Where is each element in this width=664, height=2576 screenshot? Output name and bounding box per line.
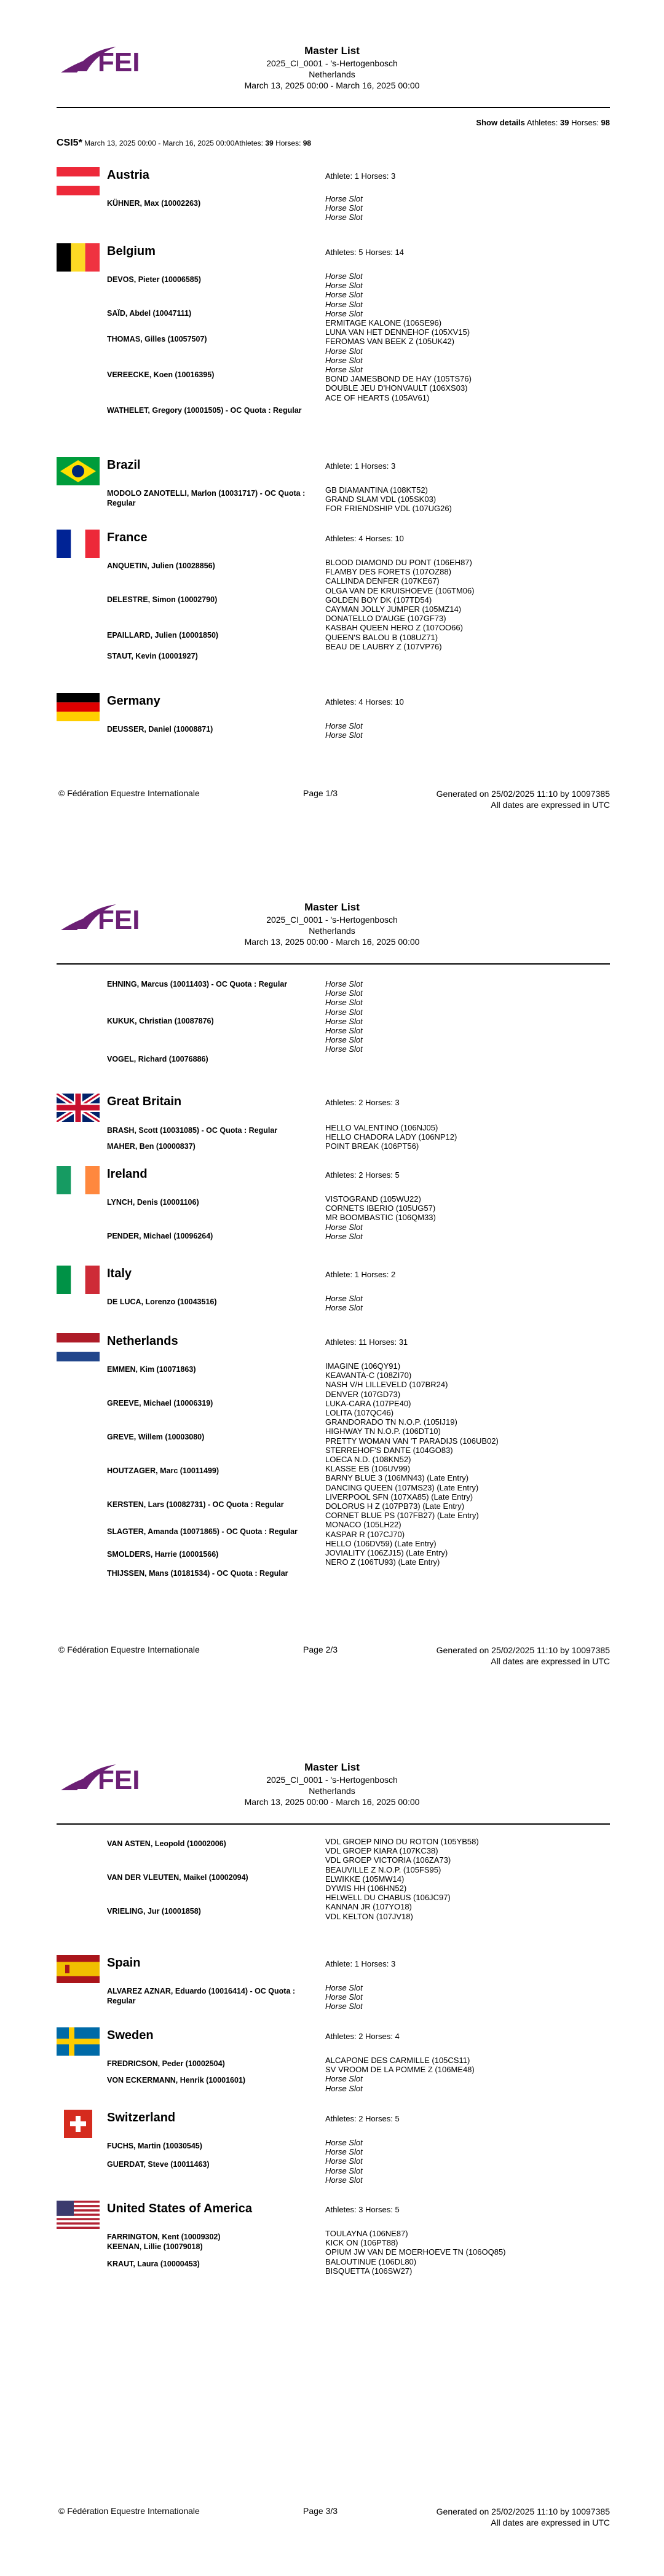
- horse-name: POINT BREAK (106PT56): [325, 1141, 419, 1151]
- event-country: Netherlands: [309, 69, 355, 79]
- athlete-name: EPAILLARD, Julien (10001850): [107, 631, 219, 640]
- athlete-name: KÜHNER, Max (10002263): [107, 199, 201, 208]
- usa-flag-icon: [57, 2201, 100, 2229]
- nation-counts: Athlete: 1 Horses: 2: [325, 1270, 396, 1279]
- horse-name: DOLORUS H Z (107PB73) (Late Entry): [325, 1501, 465, 1511]
- event-level-dates: March 13, 2025 00:00 - March 16, 2025 00:00: [84, 139, 235, 147]
- horse-name: IMAGINE (106QY91): [325, 1361, 401, 1371]
- horse-slot: Horse Slot: [325, 213, 363, 222]
- nation-belgium: [57, 243, 610, 264]
- athlete-name: ANQUETIN, Julien (10028856): [107, 562, 215, 570]
- horse-name: QUEEN'S BALOU B (108UZ71): [325, 632, 438, 642]
- switzerland-flag-icon: [57, 2110, 100, 2138]
- nation-netherlands: [57, 1333, 610, 1354]
- horse-slot: Horse Slot: [325, 2138, 363, 2147]
- nation-name: Ireland: [107, 1167, 148, 1181]
- utc-note: All dates are expressed in UTC: [491, 1656, 610, 1666]
- athlete-name: PENDER, Michael (10096264): [107, 1232, 213, 1240]
- nation-brazil: [57, 457, 610, 478]
- horse-slot: Horse Slot: [325, 2002, 363, 2011]
- horse-name: OLGA VAN DE KRUISHOEVE (106TM06): [325, 585, 475, 595]
- horse-name: KLASSE EB (106UV99): [325, 1464, 411, 1474]
- page-title: Master List: [304, 45, 360, 57]
- nation-name: Sweden: [107, 2029, 154, 2042]
- athlete-name: ALVAREZ AZNAR, Eduardo (10016414) - OC Quota : Regular: [107, 1987, 296, 2005]
- horse-slot: Horse Slot: [325, 1016, 363, 1026]
- horse-name: KEAVANTA-C (108ZI70): [325, 1371, 412, 1380]
- horse-list: [325, 558, 475, 651]
- nation-name: Brazil: [107, 458, 141, 472]
- austria-flag-icon: [57, 167, 100, 195]
- athlete-name: THOMAS, Gilles (10057507): [107, 335, 207, 343]
- nation-counts: Athletes: 2 Horses: 5: [325, 1170, 400, 1180]
- horse-list: [325, 979, 363, 1054]
- nation-switzerland: [57, 2110, 610, 2131]
- great-britain-flag-icon: [57, 1094, 100, 1122]
- france-flag-icon: [57, 530, 100, 558]
- athlete-name: BRASH, Scott (10031085) - OC Quota : Regular: [107, 1126, 278, 1135]
- athlete-name: FARRINGTON, Kent (10009302): [107, 2233, 221, 2241]
- athlete-name: HOUTZAGER, Marc (10011499): [107, 1466, 219, 1475]
- athlete-name: EMMEN, Kim (10071863): [107, 1365, 196, 1374]
- nation-name: United States of America: [107, 2202, 252, 2215]
- athlete-name: VEREECKE, Koen (10016395): [107, 370, 215, 379]
- horse-slot: Horse Slot: [325, 1044, 363, 1054]
- horse-slot: Horse Slot: [325, 1992, 363, 2002]
- athletes-total: 39: [560, 118, 569, 127]
- horse-name: KICK ON (106PT88): [325, 2238, 398, 2248]
- nation-counts: Athletes: 2 Horses: 4: [325, 2032, 400, 2041]
- horse-slot: Horse Slot: [325, 2083, 363, 2093]
- horse-name: GOLDEN BOY DK (107TD54): [325, 595, 432, 605]
- brazil-flag-icon: [57, 457, 100, 485]
- horse-slot: Horse Slot: [325, 1035, 363, 1045]
- nation-name: Netherlands: [107, 1334, 178, 1348]
- svg-text:FEI: FEI: [98, 905, 140, 934]
- athlete-name: GREEVE, Michael (10006319): [107, 1399, 213, 1407]
- horse-name: PRETTY WOMAN VAN 'T PARADIJS (106UB02): [325, 1436, 499, 1446]
- horse-name: HELLO CHADORA LADY (106NP12): [325, 1132, 457, 1142]
- netherlands-flag-icon: [57, 1333, 100, 1361]
- horse-name: BOND JAMESBOND DE HAY (105TS76): [325, 374, 472, 384]
- event-code: 2025_CI_0001 - 's-Hertogenbosch: [266, 915, 398, 925]
- horse-name: CORNET BLUE PS (107FB27) (Late Entry): [325, 1511, 479, 1521]
- athlete-name: VON ECKERMANN, Henrik (10001601): [107, 2076, 246, 2085]
- horse-name: OPIUM JW VAN DE MOERHOEVE TN (106OQ85): [325, 2247, 506, 2257]
- athlete-name: DE LUCA, Lorenzo (10043516): [107, 1298, 217, 1306]
- event-athletes: 39: [265, 139, 274, 147]
- horse-name: BALOUTINUE (106DL80): [325, 2257, 417, 2266]
- horse-name: ALCAPONE DES CARMILLE (105CS11): [325, 2056, 470, 2065]
- horse-slot: Horse Slot: [325, 308, 363, 318]
- horse-slot: Horse Slot: [325, 355, 363, 365]
- horse-name: MR BOOMBASTIC (106QM33): [325, 1213, 436, 1223]
- nation-counts: Athletes: 11 Horses: 31: [325, 1337, 408, 1347]
- athlete-name: KEENAN, Lillie (10079018): [107, 2242, 203, 2251]
- copyright: © Fédération Equestre Internationale: [58, 1645, 200, 1654]
- horse-name: SV VROOM DE LA POMME Z (106ME48): [325, 2065, 475, 2075]
- horse-name: VDL GROEP VICTORIA (106ZA73): [325, 1855, 451, 1865]
- svg-text:FEI: FEI: [98, 47, 140, 76]
- belgium-flag-icon: [57, 243, 100, 272]
- horse-slot: Horse Slot: [325, 1294, 363, 1303]
- horse-name: MONACO (105LH22): [325, 1520, 401, 1530]
- horse-slot: Horse Slot: [325, 998, 363, 1008]
- copyright: © Fédération Equestre Internationale: [58, 788, 200, 798]
- horse-name: BEAUVILLE Z N.O.P. (105FS95): [325, 1865, 441, 1874]
- horse-name: LIVERPOOL SFN (107XA85) (Late Entry): [325, 1492, 473, 1501]
- event-level: CSI5*: [57, 138, 82, 148]
- athlete-name: LYNCH, Denis (10001106): [107, 1198, 199, 1207]
- athlete-name: SMOLDERS, Harrie (10001566): [107, 1550, 219, 1559]
- event-dates: March 13, 2025 00:00 - March 16, 2025 00:00: [244, 80, 420, 90]
- athlete-name: VAN DER VLEUTEN, Maikel (10002094): [107, 1873, 248, 1882]
- page-number: Page 1/3: [303, 788, 338, 798]
- nation-italy: [57, 1266, 610, 1286]
- horse-slot: Horse Slot: [325, 290, 363, 300]
- event-horses-label: Horses:: [275, 139, 301, 147]
- horse-name: DENVER (107GD73): [325, 1389, 401, 1399]
- horse-name: DOUBLE JEU D'HONVAULT (106XS03): [325, 383, 468, 393]
- nation-counts: Athlete: 1 Horses: 3: [325, 1959, 396, 1968]
- nation-counts: Athletes: 2 Horses: 5: [325, 2114, 400, 2123]
- horse-name: VDL KELTON (107JV18): [325, 1911, 413, 1921]
- page-header: [0, 901, 664, 947]
- nation-name: Spain: [107, 1956, 141, 1970]
- horse-name: CALLINDA DENFER (107KE67): [325, 576, 440, 586]
- horse-slot: Horse Slot: [325, 1983, 363, 1992]
- horse-slot: Horse Slot: [325, 1222, 363, 1232]
- horse-name: ERMITAGE KALONE (106SE96): [325, 318, 442, 328]
- horse-name: ACE OF HEARTS (105AV61): [325, 393, 430, 402]
- horse-name: BLOOD DIAMOND DU PONT (106EH87): [325, 558, 472, 567]
- nation-counts: Athletes: 2 Horses: 3: [325, 1098, 400, 1107]
- nation-name: Belgium: [107, 245, 156, 258]
- horse-name: HELLO (106DV59) (Late Entry): [325, 1538, 437, 1548]
- athlete-name: MODOLO ZANOTELLI, Marlon (10031717) - OC Quota : Regular: [107, 489, 306, 507]
- horse-slot: Horse Slot: [325, 989, 363, 998]
- nation-counts: Athletes: 5 Horses: 14: [325, 248, 404, 257]
- horse-list: [325, 272, 472, 402]
- nation-ireland: [57, 1166, 610, 1187]
- horse-slot: Horse Slot: [325, 365, 363, 375]
- page-title: Master List: [304, 1761, 360, 1773]
- athlete-name: VRIELING, Jur (10001858): [107, 1907, 201, 1916]
- horse-name: KANNAN JR (107YO18): [325, 1902, 412, 1912]
- event-athletes-label: Athletes:: [234, 139, 264, 147]
- nation-name: Switzerland: [107, 2111, 176, 2124]
- athlete-name: STAUT, Kevin (10001927): [107, 652, 198, 660]
- horse-list: [325, 485, 452, 514]
- horse-list: [325, 1837, 479, 1921]
- header-rule: [57, 963, 610, 965]
- horse-name: LUNA VAN HET DENNEHOF (105XV15): [325, 327, 470, 337]
- athlete-name: SAÏD, Abdel (10047111): [107, 309, 192, 318]
- horse-name: HIGHWAY TN N.O.P. (106DT10): [325, 1427, 441, 1436]
- horse-name: DYWIS HH (106HN52): [325, 1884, 407, 1893]
- horse-name: VISTOGRAND (105WU22): [325, 1194, 421, 1204]
- athletes-label: Athletes:: [526, 118, 558, 127]
- germany-flag-icon: [57, 693, 100, 721]
- nation-sweden: [57, 2027, 610, 2048]
- horse-slot: Horse Slot: [325, 2156, 363, 2166]
- horse-name: VDL GROEP KIARA (107KC38): [325, 1846, 438, 1856]
- horse-name: JOVIALITY (106ZJ15) (Late Entry): [325, 1548, 448, 1558]
- horses-total: 98: [601, 118, 610, 127]
- athlete-name: SLAGTER, Amanda (10071865) - OC Quota : Regular: [107, 1527, 298, 1536]
- horses-label: Horses:: [571, 118, 599, 127]
- horse-name: ELWIKKE (105MW14): [325, 1874, 405, 1884]
- athlete-name: DEUSSER, Daniel (10008871): [107, 725, 213, 734]
- athlete-name: KRAUT, Laura (10000453): [107, 2260, 200, 2268]
- horse-name: BISQUETTA (106SW27): [325, 2266, 413, 2276]
- horse-name: FOR FRIENDSHIP VDL (107UG26): [325, 504, 452, 514]
- page-number: Page 2/3: [303, 1645, 338, 1654]
- generated-info: [437, 2506, 610, 2528]
- page-number: Page 3/3: [303, 2506, 338, 2516]
- horse-name: CORNETS IBERIO (105UG57): [325, 1204, 436, 1213]
- horse-name: FEROMAS VAN BEEK Z (105UK42): [325, 337, 454, 346]
- utc-note: All dates are expressed in UTC: [491, 2518, 610, 2527]
- horse-name: DONATELLO D'AUGE (107GF73): [325, 614, 446, 624]
- nation-name: Italy: [107, 1267, 132, 1280]
- horse-slot: Horse Slot: [325, 721, 363, 730]
- nation-usa: [57, 2201, 610, 2222]
- horse-name: CAYMAN JOLLY JUMPER (105MZ14): [325, 605, 462, 614]
- athlete-name: KUKUK, Christian (10087876): [107, 1017, 214, 1025]
- horse-name: VDL GROEP NINO DU ROTON (105YB58): [325, 1837, 479, 1846]
- nation-counts: Athlete: 1 Horses: 3: [325, 171, 396, 181]
- show-details-summary: [476, 118, 610, 127]
- horse-name: BEAU DE LAUBRY Z (107VP76): [325, 641, 442, 651]
- horse-slot: Horse Slot: [325, 979, 363, 989]
- nation-name: Great Britain: [107, 1095, 182, 1108]
- generated-text: Generated on 25/02/2025 11:10 by 10097385: [436, 1645, 610, 1655]
- horse-name: FLAMBY DES FORETS (107OZ88): [325, 567, 451, 577]
- page-2: [0, 859, 664, 1718]
- athlete-name: THIJSSEN, Mans (10181534) - OC Quota : Regular: [107, 1569, 288, 1578]
- horse-slot: Horse Slot: [325, 2175, 363, 2185]
- athlete-name: DELESTRE, Simon (10002790): [107, 595, 218, 604]
- athlete-name: MAHER, Ben (10000837): [107, 1142, 196, 1151]
- event-code: 2025_CI_0001 - 's-Hertogenbosch: [266, 1775, 398, 1785]
- nation-counts: Athletes: 4 Horses: 10: [325, 697, 404, 707]
- ireland-flag-icon: [57, 1166, 100, 1194]
- horse-slot: Horse Slot: [325, 1231, 363, 1241]
- nation-spain: [57, 1955, 610, 1976]
- header-rule: [57, 1823, 610, 1825]
- italy-flag-icon: [57, 1266, 100, 1294]
- horse-list: [325, 1294, 363, 1312]
- horse-name: GRANDORADO TN N.O.P. (105IJ19): [325, 1417, 457, 1427]
- nation-name: Germany: [107, 694, 160, 708]
- page-header: [0, 44, 664, 91]
- horse-list: [325, 2138, 363, 2185]
- nation-counts: Athletes: 3 Horses: 5: [325, 2205, 400, 2214]
- horse-name: NASH V/H LILLEVELD (107BR24): [325, 1380, 448, 1390]
- horse-slot: Horse Slot: [325, 1026, 363, 1036]
- horse-name: HELWELL DU CHABUS (106JC97): [325, 1893, 451, 1903]
- page-title: Master List: [304, 901, 360, 913]
- nation-name: France: [107, 531, 148, 544]
- nation-france: [57, 530, 610, 550]
- show-details-label: Show details: [476, 118, 525, 127]
- horse-slot: Horse Slot: [325, 1007, 363, 1017]
- svg-text:FEI: FEI: [98, 1765, 140, 1794]
- horse-list: [325, 1194, 436, 1241]
- horse-name: STERREHOF'S DANTE (104GO83): [325, 1445, 453, 1455]
- horse-name: BARNY BLUE 3 (106MN43) (Late Entry): [325, 1473, 469, 1483]
- horse-slot: Horse Slot: [325, 730, 363, 740]
- athlete-name: FUCHS, Martin (10030545): [107, 2142, 202, 2150]
- nation-great-britain: [57, 1094, 610, 1114]
- utc-note: All dates are expressed in UTC: [491, 800, 610, 810]
- event-level-row: [57, 138, 311, 149]
- page-3: [0, 1718, 664, 2576]
- event-dates: March 13, 2025 00:00 - March 16, 2025 00:00: [244, 1797, 420, 1807]
- athlete-name: WATHELET, Gregory (10001505) - OC Quota : Regular: [107, 406, 302, 415]
- horse-name: DANCING QUEEN (107MS23) (Late Entry): [325, 1482, 479, 1492]
- generated-text: Generated on 25/02/2025 11:10 by 10097385: [436, 789, 610, 799]
- horse-name: KASBAH QUEEN HERO Z (107OO66): [325, 623, 463, 633]
- athlete-name: GREVE, Willem (10003080): [107, 1433, 205, 1441]
- horse-name: NERO Z (106TU93) (Late Entry): [325, 1557, 440, 1567]
- horse-slot: Horse Slot: [325, 2166, 363, 2175]
- generated-info: [437, 788, 610, 810]
- event-horses: 98: [302, 139, 312, 147]
- event-country: Netherlands: [309, 926, 355, 936]
- horse-name: TOULAYNA (106NE87): [325, 2229, 408, 2238]
- nation-austria: [57, 167, 610, 188]
- horse-slot: Horse Slot: [325, 299, 363, 309]
- nation-name: Austria: [107, 168, 149, 182]
- nation-counts: Athlete: 1 Horses: 3: [325, 461, 396, 471]
- copyright: © Fédération Equestre Internationale: [58, 2506, 200, 2516]
- horse-list: [325, 721, 363, 740]
- horse-slot: Horse Slot: [325, 281, 363, 291]
- horse-slot: Horse Slot: [325, 2147, 363, 2157]
- horse-name: HELLO VALENTINO (106NJ05): [325, 1123, 438, 1132]
- horse-list: [325, 2229, 506, 2276]
- horse-name: GB DIAMANTINA (108KT52): [325, 485, 428, 495]
- horse-slot: Horse Slot: [325, 346, 363, 356]
- horse-name: LOLITA (107QC46): [325, 1408, 394, 1418]
- generated-info: [437, 1645, 610, 1667]
- athlete-name: KERSTEN, Lars (10082731) - OC Quota : Regular: [107, 1500, 284, 1509]
- event-dates: March 13, 2025 00:00 - March 16, 2025 00:00: [244, 937, 420, 947]
- spain-flag-icon: [57, 1955, 100, 1983]
- horse-name: LOECA N.D. (108KN52): [325, 1455, 411, 1465]
- horse-slot: Horse Slot: [325, 272, 363, 281]
- horse-slot: Horse Slot: [325, 1303, 363, 1313]
- page-header: [0, 1761, 664, 1807]
- nation-germany: [57, 693, 610, 714]
- horse-name: KASPAR R (107CJ70): [325, 1529, 405, 1539]
- athlete-name: EHNING, Marcus (10011403) - OC Quota : Regular: [107, 980, 288, 989]
- athlete-name: DEVOS, Pieter (10006585): [107, 275, 201, 284]
- athlete-name: FREDRICSON, Peder (10002504): [107, 2059, 225, 2068]
- athlete-name: VAN ASTEN, Leopold (10002006): [107, 1839, 226, 1848]
- horse-slot: Horse Slot: [325, 203, 363, 213]
- horse-list: [325, 1123, 457, 1151]
- sweden-flag-icon: [57, 2027, 100, 2056]
- athlete-name: GUERDAT, Steve (10011463): [107, 2160, 210, 2169]
- horse-list: [325, 1983, 363, 2011]
- generated-text: Generated on 25/02/2025 11:10 by 10097385: [436, 2507, 610, 2516]
- horse-name: LUKA-CARA (107PE40): [325, 1398, 411, 1408]
- event-country: Netherlands: [309, 1786, 355, 1796]
- event-code: 2025_CI_0001 - 's-Hertogenbosch: [266, 58, 398, 68]
- horse-slot: Horse Slot: [325, 194, 363, 203]
- horse-list: [325, 194, 363, 222]
- horse-slot: Horse Slot: [325, 2074, 363, 2084]
- page-1: [0, 0, 664, 859]
- nation-counts: Athletes: 4 Horses: 10: [325, 534, 404, 543]
- horse-name: GRAND SLAM VDL (105SK03): [325, 495, 437, 504]
- athlete-name: VOGEL, Richard (10076886): [107, 1055, 208, 1063]
- header-rule: [57, 107, 610, 108]
- horse-list: [325, 2056, 475, 2093]
- horse-list: [325, 1361, 499, 1567]
